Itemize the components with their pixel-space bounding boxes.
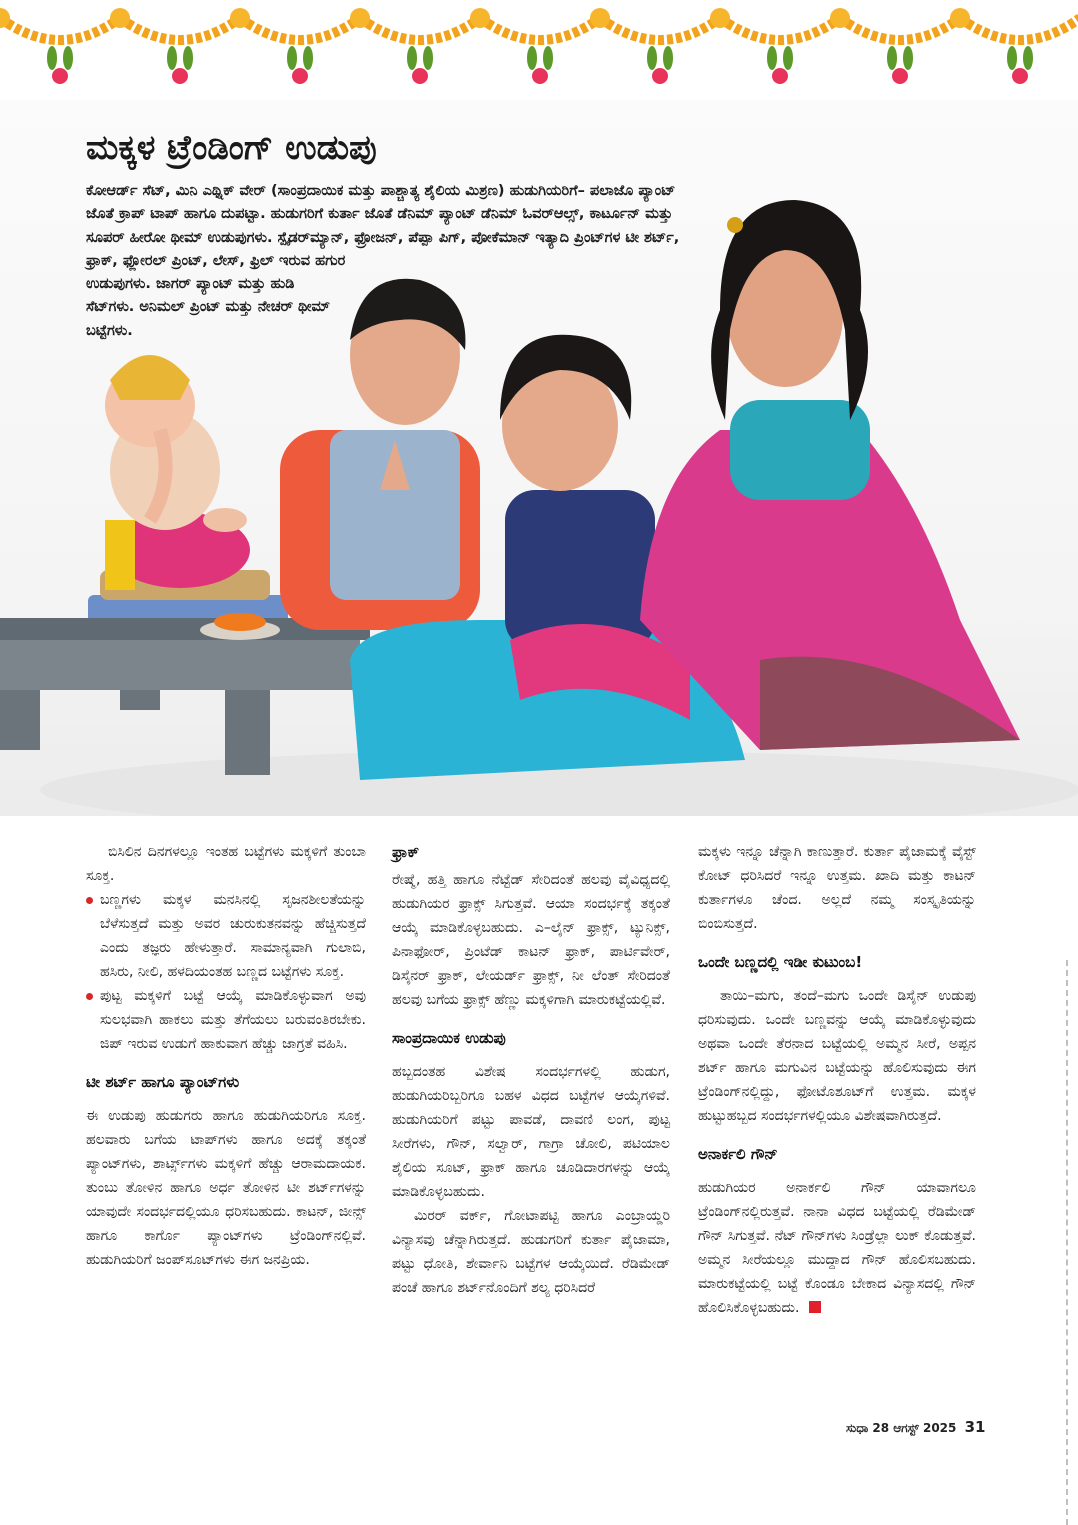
article-column-1 xyxy=(86,840,366,1272)
page-footer xyxy=(846,1418,985,1436)
marigold-flower-icon xyxy=(52,68,68,84)
garland-flowers xyxy=(0,8,1078,84)
intro-tail-text: ಉಡುಪುಗಳು. ಜಾಗರ್ ಪ್ಯಾಂಟ್ ಮತ್ತು ಹುಡಿ ಸೆಟ್‌ಗಳು. ಅನಿಮಲ್ ಪ್ರಿಂಟ್ ಮತ್ತು ನೇಚರ್ ಥೀಮ್ ಬಟ್ಟೆಗಳು. xyxy=(86,276,331,339)
leaf-icon xyxy=(543,46,553,70)
col2-paragraph-3: ಮಿರರ್ ವರ್ಕ್, ಗೋಟಾಪಟ್ಟಿ ಹಾಗೂ ಎಂಬ್ರಾಯ್ಡರಿ ವಿನ್ಯಾಸವು ಚೆನ್ನಾಗಿರುತ್ತದೆ. ಹುಡುಗರಿಗೆ ಕುರ್ತಾ ಪೈಜಾಮಾ, ಪಟ್ಟು ಧೋತಿ, ಶೇರ್ವಾನಿ ಬಟ್ಟೆಗಳ ಆಯ್ಕೆಯಿದೆ. ರೆಡಿಮೇಡ್ ಪಂಚೆ ಹಾಗೂ ಶರ್ಟ್‌ನೊಂದಿಗೆ ಶಲ್ಯ ಧರಿಸಿದರೆ xyxy=(392,1208,670,1296)
marigold-flower-icon xyxy=(652,68,668,84)
leaf-icon xyxy=(663,46,673,70)
leaf-icon xyxy=(63,46,73,70)
garland-strand xyxy=(0,18,120,40)
marigold-flower-icon xyxy=(470,8,490,28)
wooden-stool xyxy=(0,613,370,775)
marigold-flower-icon xyxy=(532,68,548,84)
leaf-icon xyxy=(423,46,433,70)
publication-name: ಸುಧಾ xyxy=(846,1421,869,1435)
end-of-article-icon xyxy=(809,1301,821,1313)
bullet-dot-icon xyxy=(86,993,93,1000)
leaf-icon xyxy=(527,46,537,70)
col1-bullet-1 xyxy=(86,888,366,984)
col1-paragraph-1: ಬಿಸಿಲಿನ ದಿನಗಳಲ್ಲೂ ಇಂತಹ ಬಟ್ಟೆಗಳು ಮಕ್ಕಳಿಗೆ ತುಂಬಾ ಸೂಕ್ತ. xyxy=(86,844,366,884)
col1-bullet-2 xyxy=(86,984,366,1056)
marigold-flower-icon xyxy=(772,68,788,84)
marigold-flower-icon xyxy=(350,8,370,28)
col3-paragraph-1: ಮಕ್ಕಳು ಇನ್ನೂ ಚೆನ್ನಾಗಿ ಕಾಣುತ್ತಾರೆ. ಕುರ್ತಾ ಪೈಜಾಮಕ್ಕೆ ವೈಸ್ಟ್ ಕೋಟ್ ಧರಿಸಿದರೆ ಇನ್ನೂ ಉತ್ತಮ. ಖಾದಿ ಮತ್ತು ಕಾಟನ್ ಕುರ್ತಾಗಳೂ ಚೆಂದ. ಅಲ್ಲದೆ ನಮ್ಮ ಸಂಸ್ಕೃತಿಯನ್ನು ಬಿಂಬಿಸುತ್ತದೆ. xyxy=(698,844,976,932)
marigold-garland-decoration xyxy=(0,0,1078,100)
garland-strand xyxy=(720,18,840,40)
intro-main-text: ಕೋಆರ್ಡ್ ಸೆಟ್, ಮಿನಿ ಎಥ್ನಿಕ್ ವೇರ್ (ಸಾಂಪ್ರದಾಯಿಕ ಮತ್ತು ಪಾಶ್ಚಾತ್ಯ ಶೈಲಿಯ ಮಿಶ್ರಣ) ಹುಡುಗಿಯರಿಗೆ– ಪಲಾಜೊ ಪ್ಯಾಂಟ್ ಜೊತೆ ಕ್ರಾಪ್ ಟಾಪ್ ಹಾಗೂ ದುಪಟ್ಟಾ. ಹುಡುಗರಿಗೆ ಕುರ್ತಾ ಜೊತೆ ಡೆನಿಮ್ ಪ್ಯಾಂಟ್ ಡೆನಿಮ್ ಓವರ್‌ಆಲ್ಸ್, ಕಾರ್ಟೂನ್ ಮತ್ತು ಸೂಪರ್ ಹೀರೋ ಥೀಮ್ ಉಡುಪುಗಳು. ಸ್ಪೈಡರ್‌ಮ್ಯಾನ್, ಫ್ರೋಜನ್, ಪೆಪ್ಪಾ ಪಿಗ್, ಪೋಕೆಮಾನ್ ಇತ್ಯಾದಿ ಪ್ರಿಂಟ್‌ಗಳ ಟೀ ಶರ್ಟ್, ಫ್ರಾಕ್, ಫ್ಲೋರಲ್ ಪ್ರಿಂಟ್, ಲೇಸ್, ಫ್ರಿಲ್ ಇರುವ ಹಗುರ xyxy=(86,183,680,269)
marigold-flower-icon xyxy=(830,8,850,28)
leaf-icon xyxy=(287,46,297,70)
leaf-icon xyxy=(887,46,897,70)
garland-strand xyxy=(120,18,240,40)
marigold-flower-icon xyxy=(292,68,308,84)
leaf-icon xyxy=(47,46,57,70)
leaf-icon xyxy=(167,46,177,70)
marigold-flower-icon xyxy=(172,68,188,84)
marigold-flower-icon xyxy=(1012,68,1028,84)
leaf-icon xyxy=(767,46,777,70)
leaf-icon xyxy=(303,46,313,70)
col3-paragraph-3 xyxy=(698,1176,976,1320)
bullet-dot-icon xyxy=(86,897,93,904)
article-column-3 xyxy=(698,840,976,1320)
col2-paragraph-2: ಹಬ್ಬದಂತಹ ವಿಶೇಷ ಸಂದರ್ಭಗಳಲ್ಲಿ ಹುಡುಗ, ಹುಡುಗಿಯರಿಬ್ಬರಿಗೂ ಬಹಳ ವಿಧದ ಬಟ್ಟೆಗಳ ಆಯ್ಕೆಗಳಿವೆ. ಹುಡುಗಿಯರಿಗೆ ಪಟ್ಟು ಪಾವಡೆ, ದಾವಣಿ ಲಂಗ, ಪುಟ್ಟ ಸೀರೆಗಳು, ಗೌನ್, ಸಲ್ವಾರ್, ಗಾಗ್ರಾ ಚೋಲಿ, ಪಟಿಯಾಲ ಶೈಲಿಯ ಸೂಟ್, ಫ್ರಾಕ್ ಹಾಗೂ ಚೂಡಿದಾರಗಳನ್ನು ಆಯ್ಕೆ ಮಾಡಿಕೊಳ್ಳಬಹುದು. xyxy=(392,1064,670,1200)
leaf-icon xyxy=(1007,46,1017,70)
marigold-flower-icon xyxy=(590,8,610,28)
col2-heading-traditional: ಸಾಂಪ್ರದಾಯಿಕ ಉಡುಪು xyxy=(392,1029,506,1047)
col2-paragraph-1: ರೇಷ್ಮೆ, ಹತ್ತಿ ಹಾಗೂ ನೆಟ್ಟೆಡ್ ಸೇರಿದಂತೆ ಹಲವು ವೈವಿಧ್ಯದಲ್ಲಿ ಹುಡುಗಿಯರ ಫ್ರಾಕ್ಸ್ ಸಿಗುತ್ತವೆ. ಆಯಾ ಸಂದರ್ಭಕ್ಕೆ ತಕ್ಕಂತೆ ಆಯ್ಕೆ ಮಾಡಿಕೊಳ್ಳಬಹುದು. ಎ–ಲೈನ್ ಫ್ರಾಕ್ಸ್, ಟ್ಯುನಿಕ್ಸ್, ಪಿನಾಫೋರ್, ಪ್ರಿಂಟೆಡ್ ಕಾಟನ್ ಫ್ರಾಕ್, ಪಾರ್ಟಿವೇರ್, ಡಿಸೈನರ್ ಫ್ರಾಕ್, ಲೇಯರ್ಡ್ ಫ್ರಾಕ್ಸ್, ನೀ ಲೆಂತ್ ಸೇರಿದಂತೆ ಹಲವು ಬಗೆಯ ಫ್ರಾಕ್ಸ್ ಹೆಣ್ಣು ಮಕ್ಕಳಿಗಾಗಿ ಮಾರುಕಟ್ಟೆಯಲ್ಲಿವೆ. xyxy=(392,872,670,1008)
marigold-flower-icon xyxy=(110,8,130,28)
article-intro xyxy=(86,180,706,343)
col1-paragraph-2: ಈ ಉಡುಪು ಹುಡುಗರು ಹಾಗೂ ಹುಡುಗಿಯರಿಗೂ ಸೂಕ್ತ. ಹಲವಾರು ಬಗೆಯ ಟಾಪ್‌ಗಳು ಹಾಗೂ ಅದಕ್ಕೆ ತಕ್ಕಂತೆ ಪ್ಯಾಂಟ್‌ಗಳು, ಶಾರ್ಟ್ಸ್‌ಗಳು ಮಕ್ಕಳಿಗೆ ಹೆಚ್ಚು ಆರಾಮದಾಯಕ. ತುಂಬು ತೋಳಿನ ಹಾಗೂ ಅರ್ಧ ತೋಳಿನ ಟೀ ಶರ್ಟ್‌ಗಳನ್ನು ಯಾವುದೇ ಸಂದರ್ಭದಲ್ಲಿಯೂ ಧರಿಸಬಹುದು. ಕಾಟನ್, ಜೀನ್ಸ್ ಹಾಗೂ ಕಾರ್ಗೊ ಪ್ಯಾಂಟ್‌ಗಳು ಟ್ರೆಂಡಿಂಗ್‌ನಲ್ಲಿವೆ. ಹುಡುಗಿಯರಿಗೆ ಜಂಪ್‌ಸೂಟ್‌ಗಳು ಈಗ ಜನಪ್ರಿಯ. xyxy=(86,1108,366,1268)
article-column-2 xyxy=(392,840,670,1300)
page-number: 31 xyxy=(964,1418,986,1436)
col3-paragraph-2: ತಾಯಿ–ಮಗು, ತಂದೆ–ಮಗು ಒಂದೇ ಡಿಸೈನ್ ಉಡುಪು ಧರಿಸುವುದು. ಒಂದೇ ಬಣ್ಣವನ್ನು ಆಯ್ಕೆ ಮಾಡಿಕೊಳ್ಳುವುದು ಅಥವಾ ಒಂದೇ ತೆರನಾದ ಬಟ್ಟೆಯಲ್ಲಿ ಅಮ್ಮನ ಸೀರೆ, ಅಪ್ಪನ ಶರ್ಟ್ ಹಾಗೂ ಮಗುವಿನ ಬಟ್ಟೆಯನ್ನು ಹೊಲಿಸುವುದು ಈಗ ಟ್ರೆಂಡಿಂಗ್‌ನಲ್ಲಿದ್ದು, ಫೋಟೊಶೂಟ್‌ಗೆ ಉತ್ತಮ. ಮಕ್ಕಳ ಹುಟ್ಟುಹಬ್ಬದ ಸಂದರ್ಭಗಳಲ್ಲಿಯೂ ವಿಶೇಷವಾಗಿರುತ್ತದೆ. xyxy=(698,988,976,1124)
col1-bullet-2-text: ಪುಟ್ಟ ಮಕ್ಕಳಿಗೆ ಬಟ್ಟೆ ಆಯ್ಕೆ ಮಾಡಿಕೊಳ್ಳುವಾಗ ಅವು ಸುಲಭವಾಗಿ ಹಾಕಲು ಮತ್ತು ತೆಗೆಯಲು ಬರುವಂತಿರಬೇಕು. ಜಿಪ್ ಇರುವ ಉಡುಗೆ ಹಾಕುವಾಗ ಹೆಚ್ಚು ಜಾಗ್ರತೆ ವಹಿಸಿ. xyxy=(100,988,366,1052)
leaf-icon xyxy=(1023,46,1033,70)
col2-heading-frock: ಫ್ರಾಕ್ xyxy=(392,843,420,861)
leaf-icon xyxy=(783,46,793,70)
marigold-flower-icon xyxy=(412,68,428,84)
col1-heading-tshirt-pants: ಟೀ ಶರ್ಟ್ ಹಾಗೂ ಪ್ಯಾಂಟ್‌ಗಳು xyxy=(86,1073,240,1091)
col3-heading-anarkali: ಅನಾರ್ಕಲಿ ಗೌನ್ xyxy=(698,1145,778,1163)
marigold-flower-icon xyxy=(892,68,908,84)
col3-heading-family: ಒಂದೇ ಬಣ್ಣದಲ್ಲಿ ಇಡೀ ಕುಟುಂಬ! xyxy=(698,953,863,971)
article-title: ಮಕ್ಕಳ ಟ್ರೆಂಡಿಂಗ್ ಉಡುಪು xyxy=(86,128,377,168)
issue-date: 28 ಆಗಸ್ಟ್ 2025 xyxy=(872,1421,957,1435)
garland-strand xyxy=(360,18,480,40)
marigold-flower-icon xyxy=(950,8,970,28)
garland-strand xyxy=(240,18,360,40)
leaf-icon xyxy=(183,46,193,70)
garland-strand xyxy=(960,18,1078,40)
ganesha-idol xyxy=(88,355,288,637)
col3-paragraph-3-text: ಹುಡುಗಿಯರ ಅನಾರ್ಕಲಿ ಗೌನ್ ಯಾವಾಗಲೂ ಟ್ರೆಂಡಿಂಗ್‌ನಲ್ಲಿರುತ್ತವೆ. ನಾನಾ ವಿಧದ ಬಟ್ಟೆಯಲ್ಲಿ ರೆಡಿಮೇಡ್ ಗೌನ್ ಸಿಗುತ್ತವೆ. ನೆಟ್ ಗೌನ್‌ಗಳು ಸಿಂಡ್ರೆಲ್ಲಾ ಲುಕ್ ಕೊಡುತ್ತವೆ. ಅಮ್ಮನ ಸೀರೆಯಲ್ಲೂ ಮುದ್ದಾದ ಗೌನ್ ಹೊಲಿಸಬಹುದು. ಮಾರುಕಟ್ಟೆಯಲ್ಲಿ ಬಟ್ಟೆ ಕೊಂಡೂ ಬೇಕಾದ ವಿನ್ಯಾಸದಲ್ಲಿ ಗೌನ್ ಹೊಲಿಸಿಕೊಳ್ಳಬಹುದು. xyxy=(698,1180,976,1316)
marigold-flower-icon xyxy=(230,8,250,28)
marigold-flower-icon xyxy=(710,8,730,28)
leaf-icon xyxy=(903,46,913,70)
garland-strand xyxy=(840,18,960,40)
leaf-icon xyxy=(407,46,417,70)
col1-bullet-1-text: ಬಣ್ಣಗಳು ಮಕ್ಕಳ ಮನಸಿನಲ್ಲಿ ಸೃಜನಶೀಲತೆಯನ್ನು ಬೆಳೆಸುತ್ತದೆ ಮತ್ತು ಅವರ ಚುರುಕುತನವನ್ನು ಹೆಚ್ಚಿಸುತ್ತದೆ ಎಂದು ತಜ್ಞರು ಹೇಳುತ್ತಾರೆ. ಸಾಮಾನ್ಯವಾಗಿ ಗುಲಾಬಿ, ಹಸಿರು, ನೀಲಿ, ಹಳದಿಯಂತಹ ಬಣ್ಣದ ಬಟ್ಟೆಗಳು ಸೂಕ್ತ. xyxy=(100,892,366,980)
page-edge-rule xyxy=(1066,960,1068,1525)
garland-strand xyxy=(600,18,720,40)
garland-strand xyxy=(480,18,600,40)
leaf-icon xyxy=(647,46,657,70)
